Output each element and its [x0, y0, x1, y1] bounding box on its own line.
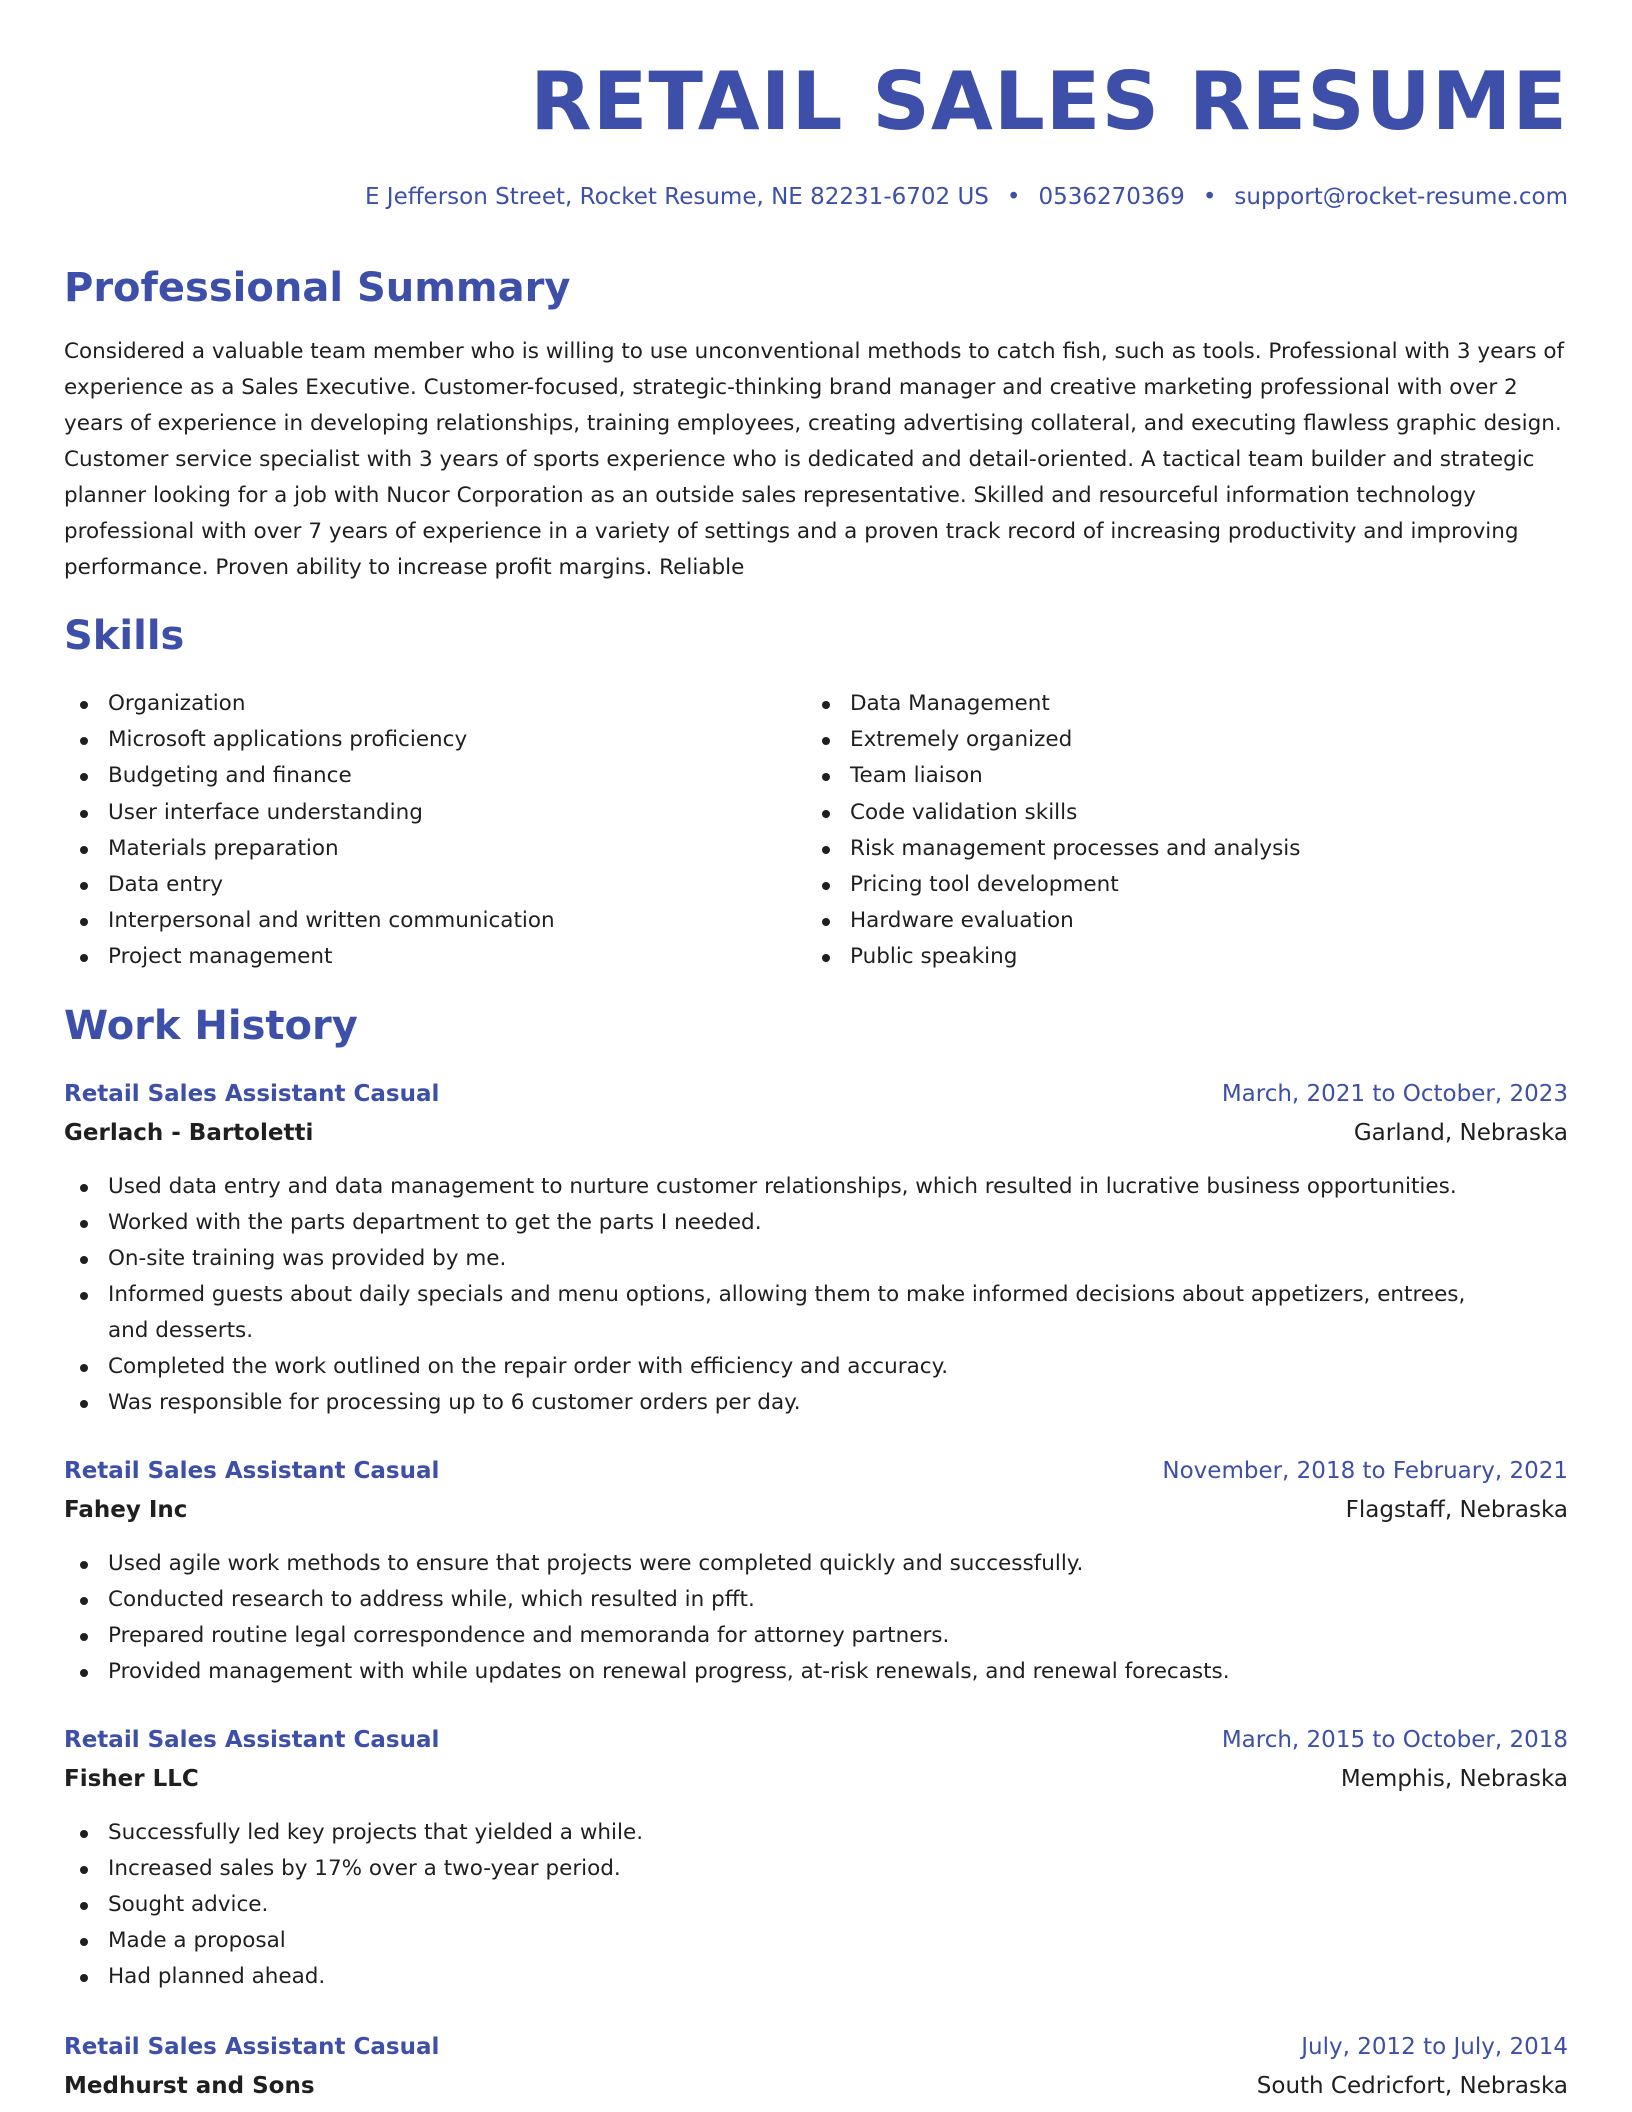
contact-address: E Jefferson Street, Rocket Resume, NE 82231-6702 US: [364, 184, 989, 210]
skill-item: Organization: [64, 686, 555, 722]
contact-phone: 0536270369: [1038, 184, 1185, 210]
job-location: Flagstaff, Nebraska: [1345, 1497, 1568, 1523]
job-entry: [64, 1454, 1568, 1704]
job-location: South Cedricfort, Nebraska: [1256, 2073, 1568, 2099]
skill-item: Team liaison: [806, 758, 1300, 794]
resume-title: RETAIL SALES RESUME: [530, 55, 1568, 148]
contact-separator: •: [1202, 184, 1217, 210]
job-duty: Made a proposal: [64, 1923, 1568, 1959]
job-duties: [64, 1815, 1568, 1995]
job-entry: [64, 2030, 1568, 2110]
job-duty: Sought advice.: [64, 1887, 1568, 1923]
skills-heading: Skills: [64, 613, 185, 659]
skills-column-right: [806, 686, 1300, 976]
skill-item: Extremely organized: [806, 722, 1300, 758]
skill-item: Code validation skills: [806, 795, 1300, 831]
job-duty: Was responsible for processing up to 6 customer orders per day.: [64, 1385, 1568, 1421]
job-duty: Increased sales by 17% over a two-year period.: [64, 1851, 1568, 1887]
skill-item: Hardware evaluation: [806, 903, 1300, 939]
job-duty: Conducted research to address while, which resulted in pfft.: [64, 1582, 1568, 1618]
contact-line: [365, 180, 1568, 214]
job-dates: July, 2012 to July, 2014: [1301, 2034, 1568, 2060]
job-duty: Provided management with while updates on renewal progress, at-risk renewals, and renewal forecasts.: [64, 1654, 1568, 1690]
job-company: Medhurst and Sons: [64, 2073, 315, 2099]
job-dates: March, 2015 to October, 2018: [1221, 1727, 1568, 1753]
job-dates: November, 2018 to February, 2021: [1162, 1458, 1568, 1484]
job-company: Fisher LLC: [64, 1766, 199, 1792]
skill-item: Materials preparation: [64, 831, 555, 867]
skill-item: Microsoft applications proficiency: [64, 722, 555, 758]
skill-item: Risk management processes and analysis: [806, 831, 1300, 867]
job-entry: [64, 1723, 1568, 2013]
skills-list: [64, 686, 1568, 986]
job-title: Retail Sales Assistant Casual: [64, 2034, 440, 2060]
job-duty: Prepared routine legal correspondence and memoranda for attorney partners.: [64, 1618, 1568, 1654]
job-title: Retail Sales Assistant Casual: [64, 1727, 440, 1753]
skill-item: Project management: [64, 939, 555, 975]
job-dates: March, 2021 to October, 2023: [1221, 1081, 1568, 1107]
job-location: Garland, Nebraska: [1353, 1120, 1568, 1146]
job-title: Retail Sales Assistant Casual: [64, 1081, 440, 1107]
work-history-heading: Work History: [64, 1003, 358, 1049]
job-duties: [64, 1169, 1568, 1421]
job-company: Fahey Inc: [64, 1497, 188, 1523]
summary-heading: Professional Summary: [64, 265, 571, 311]
job-duty: Used agile work methods to ensure that projects were completed quickly and successfully.: [64, 1546, 1568, 1582]
job-duties: [64, 1546, 1568, 1690]
summary-text: Considered a valuable team member who is willing to use unconventional methods to catch fish, such as tools. Professional with 3 years of experience as a Sales Executive. Customer-focused, strategic-thinking brand manager and creative marketing professional with over 2 years of experience in developing relationships, training employees, creating advertising collateral, and executing flawless graphic design. Customer service specialist with 3 years of sports experience who is dedicated and detail-oriented. A tactical team builder and strategic planner looking for a job with Nucor Corporation as an outside sales representative. Skilled and resourceful information technology professional with over 7 years of experience in a variety of settings and a proven track record of increasing productivity and improving performance. Proven ability to increase profit margins. Reliable: [64, 339, 1565, 580]
skill-item: Data Management: [806, 686, 1300, 722]
skill-item: Interpersonal and written communication: [64, 903, 555, 939]
job-duty: Worked with the parts department to get the parts I needed.: [64, 1205, 1568, 1241]
skill-item: Budgeting and finance: [64, 758, 555, 794]
job-duty: Completed the work outlined on the repair order with efficiency and accuracy.: [64, 1349, 1568, 1385]
contact-separator: •: [1006, 184, 1021, 210]
job-location: Memphis, Nebraska: [1340, 1766, 1568, 1792]
skill-item: Pricing tool development: [806, 867, 1300, 903]
job-duty: Informed guests about daily specials and menu options, allowing them to make informed decisions about appetizers, entrees, and desserts.: [64, 1277, 1568, 1349]
job-duty: Had planned ahead.: [64, 1959, 1568, 1995]
job-entry: [64, 1077, 1568, 1417]
contact-email[interactable]: support@rocket-resume.com: [1234, 184, 1568, 210]
skill-item: Public speaking: [806, 939, 1300, 975]
job-duty: On-site training was provided by me.: [64, 1241, 1568, 1277]
job-title: Retail Sales Assistant Casual: [64, 1458, 440, 1484]
skill-item: User interface understanding: [64, 795, 555, 831]
skills-column-left: [64, 686, 555, 976]
job-duty: Successfully led key projects that yielded a while.: [64, 1815, 1568, 1851]
skill-item: Data entry: [64, 867, 555, 903]
job-duty: Used data entry and data management to nurture customer relationships, which resulted in lucrative business opportunities.: [64, 1169, 1568, 1205]
job-company: Gerlach - Bartoletti: [64, 1120, 314, 1146]
